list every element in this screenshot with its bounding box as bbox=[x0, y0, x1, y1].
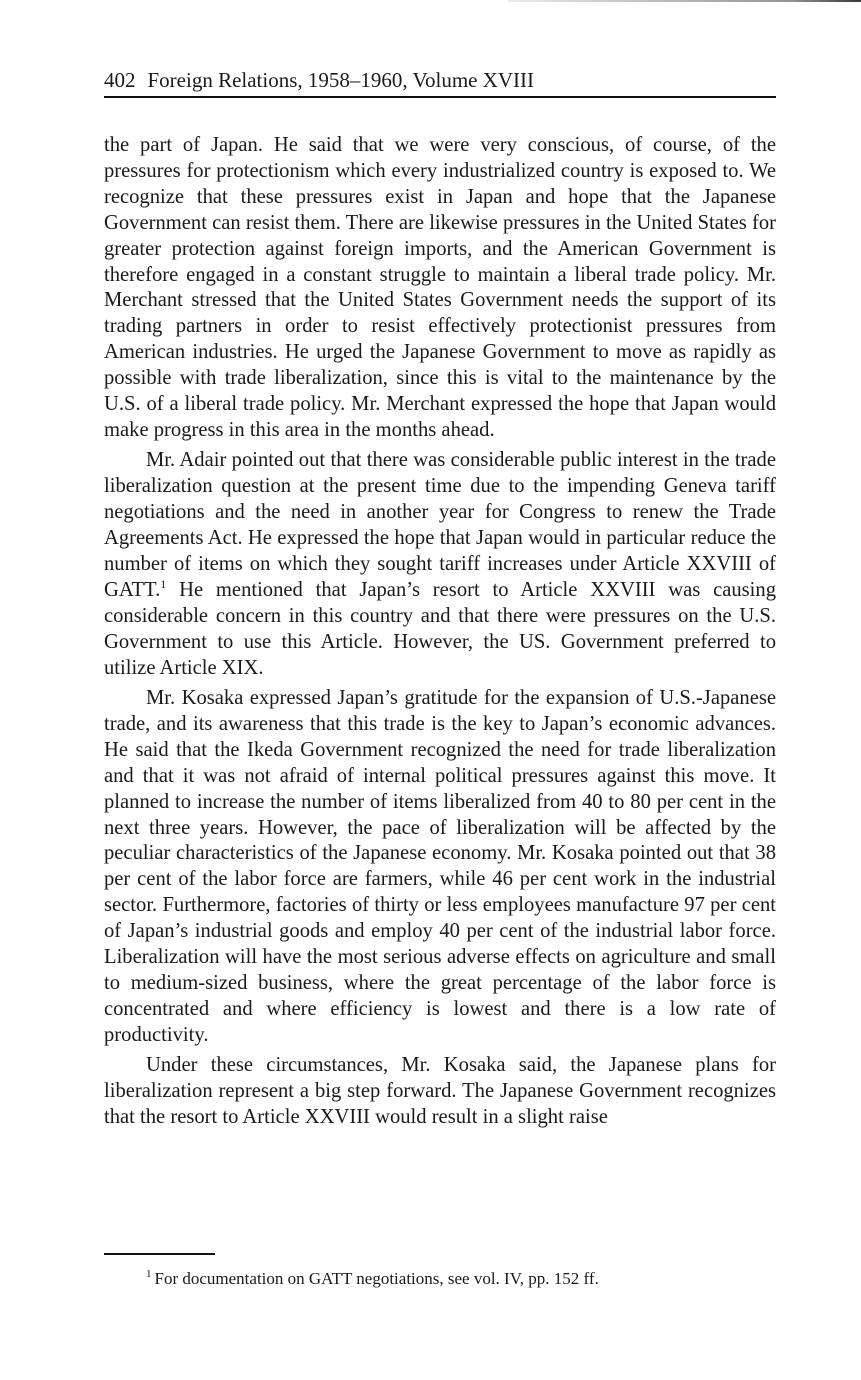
footnote-reference-1[interactable]: 1 bbox=[160, 577, 167, 592]
paragraph-kosaka bbox=[104, 686, 776, 1049]
running-head bbox=[104, 66, 776, 98]
footnote-divider bbox=[104, 1253, 215, 1255]
footnote-marker: 1 bbox=[146, 1268, 152, 1281]
scan-edge-shadow bbox=[508, 0, 861, 2]
volume-title: Foreign Relations, 1958–1960, Volume XVIII bbox=[147, 68, 535, 92]
paragraph-kosaka-circumstances bbox=[104, 1053, 776, 1131]
paragraph-merchant-continued bbox=[104, 133, 776, 444]
body-text bbox=[104, 133, 776, 1135]
paragraph-text: He mentioned that Japan’s resort to Article XXVIII was causing considerable concern in this country and that there were pressures on the U.S. Government to use this Article. However, the US. Government preferred to utilize Article XIX. bbox=[104, 578, 776, 679]
page-number: 402 bbox=[104, 68, 136, 92]
paragraph-text: the part of Japan. He said that we were very conscious, of course, of the pressures for protectionism which every industrialized country is exposed to. We recognize that these pressures exist in Japan and hope that the Japanese Government can resist them. There are likewise pressures in the United States for greater protection against foreign imports, and the American Government is therefore engaged in a constant struggle to maintain a liberal trade policy. Mr. Merchant stressed that the United States Government needs the support of its trading partners in order to resist effectively protectionist pressures from American industries. He urged the Japanese Government to move as rapidly as possible with trade liberalization, since this is vital to the maintenance by the U.S. of a liberal trade policy. Mr. Merchant expressed the hope that Japan would make progress in this area in the months ahead. bbox=[104, 134, 776, 441]
footnote-1 bbox=[146, 1268, 599, 1290]
paragraph-text: Mr. Kosaka expressed Japan’s gratitude for the expansion of U.S.-Japanese trade, and its awareness that this trade is the key to Japan’s economic advances. He said that the Ikeda Government recognized the need for trade liberalization and that it was not afraid of internal political pressures against this move. It planned to increase the number of items liberalized from 40 to 80 per cent in the next three years. However, the pace of liberalization will be affected by the peculiar characteristics of the Japanese economy. Mr. Kosaka pointed out that 38 per cent of the labor force are farmers, while 46 per cent work in the industrial sector. Furthermore, factories of thirty or less employees manufacture 97 per cent of Japan’s industrial goods and employ 40 per cent of the industrial labor force. Liberalization will have the most serious adverse effects on agriculture and small to medium-sized business, where the great percentage of the labor force is concentrated and where efficiency is lowest and there is a low rate of productivity. bbox=[104, 687, 776, 1046]
footnote-text: For documentation on GATT negotiations, see vol. IV, pp. 152 ff. bbox=[154, 1269, 599, 1288]
paragraph-text: Mr. Adair pointed out that there was considerable public interest in the trade liberalization question at the present time due to the impending Geneva tariff negotiations and the need in another year for Congress to renew the Trade Agreements Act. He expressed the hope that Japan would in particular reduce the number of items on which they sought tariff increases under Article XXVIII of GATT. bbox=[104, 449, 776, 601]
paragraph-text: Under these circumstances, Mr. Kosaka said, the Japanese plans for liberalization represent a big step forward. The Japanese Government recognizes that the resort to Article XXVIII would result in a slight raise bbox=[104, 1054, 776, 1129]
paragraph-adair bbox=[104, 448, 776, 681]
